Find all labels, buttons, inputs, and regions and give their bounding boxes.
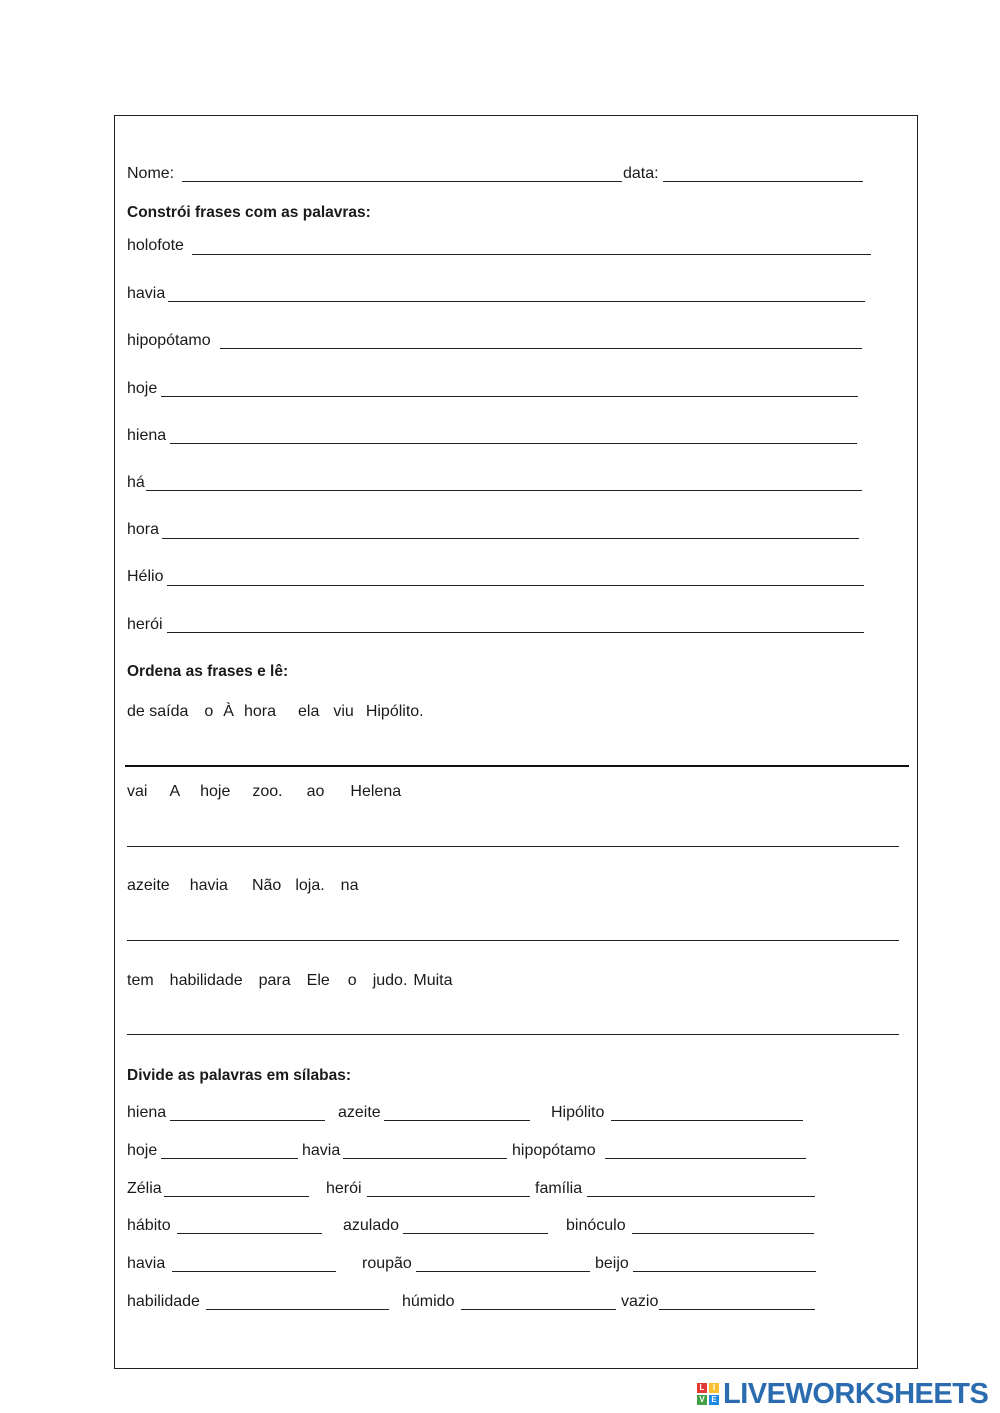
syllable-word: hiena [127,1104,167,1121]
word-chip: vai [127,783,148,800]
syllable-line[interactable] [161,1158,298,1159]
syllable-line[interactable] [384,1120,530,1121]
word-chip: hoje [200,783,231,800]
syllable-word: húmido [402,1293,455,1310]
syllable-word: hoje [127,1142,158,1159]
syllable-line[interactable] [177,1233,322,1234]
word-label: holofote [127,237,184,254]
sentence-line[interactable] [167,585,864,586]
syllable-word: herói [326,1180,362,1197]
syllable-word: beijo [595,1255,629,1272]
sentence-line[interactable] [170,443,857,444]
syllable-word: família [535,1180,583,1197]
word-chip: loja. [295,877,325,894]
sentence-line[interactable] [146,490,862,491]
word-chip: A [169,783,181,800]
word-chip: ao [306,783,325,800]
syllable-line[interactable] [367,1196,530,1197]
syllable-word: hábito [127,1217,171,1234]
word-label: há [127,474,145,491]
word-chip: habilidade [169,972,243,989]
liveworksheets-logo [697,1378,988,1410]
syllable-line[interactable] [343,1158,507,1159]
syllable-line[interactable] [633,1271,816,1272]
syllable-line[interactable] [164,1196,309,1197]
word-label: Hélio [127,568,164,585]
word-chip: tem [127,972,154,989]
syllable-word: Hipólito [551,1104,605,1121]
syllable-word: havia [302,1142,341,1159]
word-chip: azeite [127,877,170,894]
word-label: havia [127,285,166,302]
syllable-line[interactable] [206,1309,389,1310]
word-chip: ela [298,703,320,720]
word-chip: Helena [350,783,402,800]
syllable-word: roupão [362,1255,412,1272]
logo-text: LIVEWORKSHEETS [723,1377,989,1410]
word-chip: Não [251,877,282,894]
word-chip: viu [333,703,354,720]
syllable-line[interactable] [172,1271,336,1272]
answer-line[interactable] [127,940,899,941]
word-chip: para [258,972,291,989]
logo-mark-cell: V [697,1395,707,1405]
word-chip: de saída [127,703,189,720]
word-label: hipopótamo [127,332,211,349]
syllable-line[interactable] [587,1196,815,1197]
worksheet-frame [114,115,918,1369]
scrambled-sentence [127,972,469,990]
word-chip: havia [189,877,228,894]
word-chip: À [223,703,234,720]
word-chip: o [347,972,357,989]
syllable-line[interactable] [416,1271,590,1272]
syllable-line[interactable] [659,1309,815,1310]
word-chip: Ele [306,972,330,989]
word-chip: judo. [372,972,408,989]
logo-mark-icon [697,1383,719,1405]
scrambled-sentence [127,703,440,721]
sentence-line[interactable] [168,301,865,302]
date-field[interactable] [663,181,863,182]
sentence-line[interactable] [161,396,858,397]
word-label: hiena [127,427,167,444]
syllable-line[interactable] [170,1120,325,1121]
syllable-word: hipopótamo [512,1142,596,1159]
scrambled-sentence [127,783,417,801]
syllable-line[interactable] [461,1309,616,1310]
section-title-build-sentences: Constrói frases com as palavras: [127,204,371,221]
scrambled-sentence [127,877,374,895]
syllable-word: habilidade [127,1293,200,1310]
syllable-word: binóculo [566,1217,626,1234]
word-label: herói [127,616,163,633]
answer-line[interactable] [127,846,899,847]
word-chip: zoo. [252,783,283,800]
syllable-line[interactable] [632,1233,814,1234]
syllable-word: azeite [338,1104,381,1121]
logo-mark-cell: I [709,1383,719,1393]
name-field[interactable] [182,181,622,182]
sentence-line[interactable] [220,348,862,349]
syllable-word: azulado [343,1217,400,1234]
word-chip: o [204,703,214,720]
syllable-line[interactable] [403,1233,548,1234]
logo-mark-cell: E [709,1395,719,1405]
syllable-word: Zélia [127,1180,162,1197]
name-label: Nome: [127,165,175,182]
sentence-line[interactable] [192,254,871,255]
word-chip: hora [243,703,276,720]
answer-line[interactable] [125,765,909,767]
sentence-line[interactable] [167,632,864,633]
section-title-syllables: Divide as palavras em sílabas: [127,1067,352,1084]
word-chip: na [340,877,359,894]
syllable-line[interactable] [605,1158,806,1159]
word-chip: Hipólito. [365,703,424,720]
word-label: hora [127,521,160,538]
date-label: data: [623,165,659,182]
syllable-word: vazio [621,1293,659,1310]
answer-line[interactable] [127,1034,899,1035]
syllable-line[interactable] [611,1120,803,1121]
sentence-line[interactable] [162,538,859,539]
syllable-word: havia [127,1255,166,1272]
word-label: hoje [127,380,158,397]
logo-mark-cell: L [697,1383,707,1393]
word-chip: Muita [413,972,453,989]
section-title-order-sentences: Ordena as frases e lê: [127,663,289,680]
